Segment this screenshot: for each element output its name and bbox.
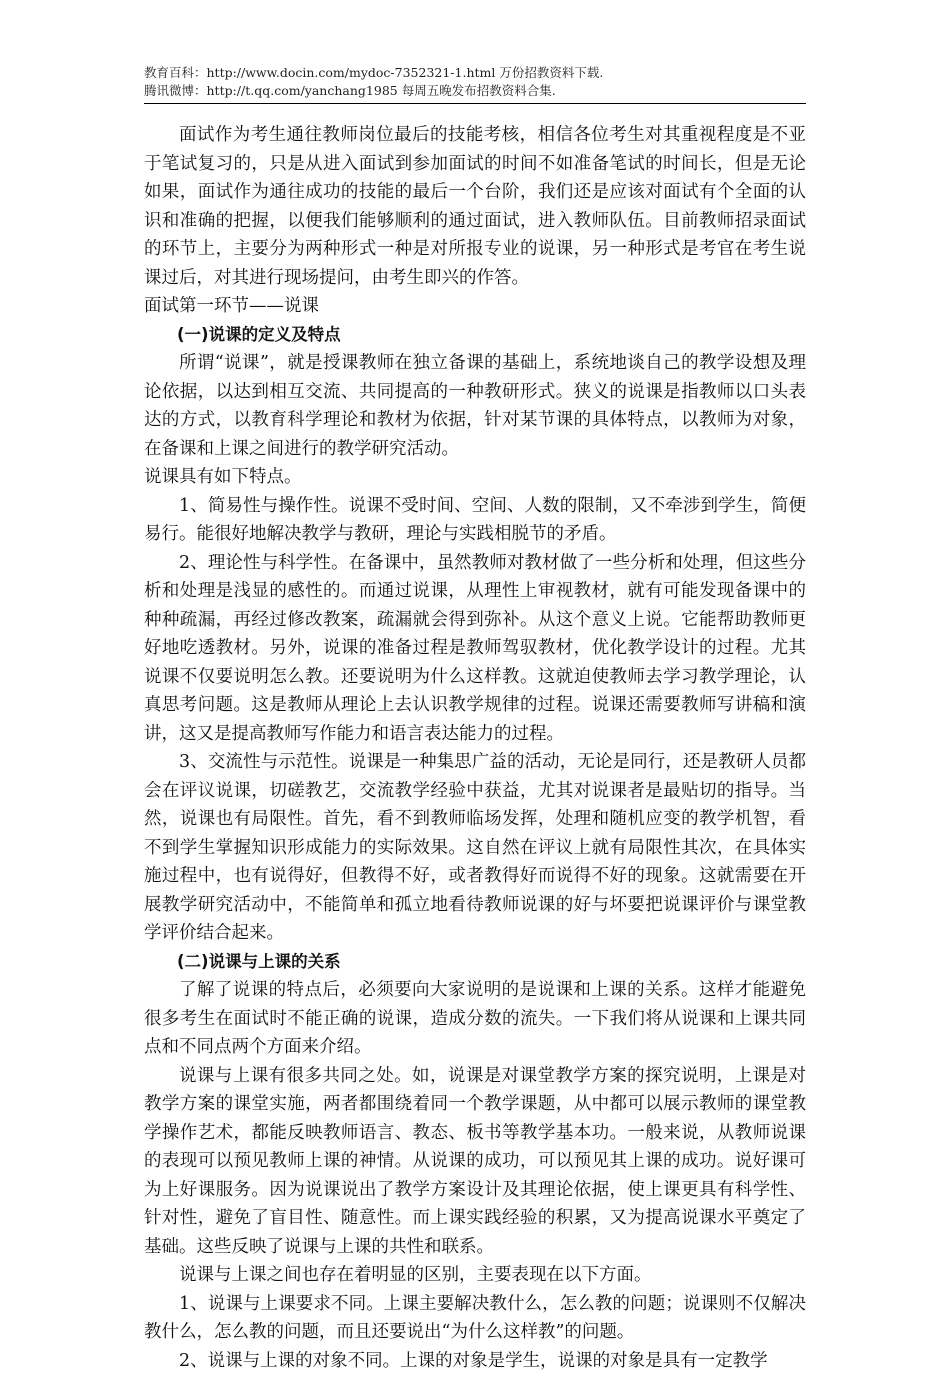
heading-definition: (一)说课的定义及特点 <box>144 321 806 350</box>
feature-1-paragraph: 1、简易性与操作性。说课不受时间、空间、人数的限制，又不牵涉到学生，简便易行。能很好地解决教学与教研，理论与实践相脱节的矛盾。 <box>144 492 806 549</box>
difference-intro: 说课与上课之间也存在着明显的区别，主要表现在以下方面。 <box>144 1261 806 1290</box>
common-paragraph: 说课与上课有很多共同之处。如，说课是对课堂教学方案的探究说明，上课是对教学方案的课堂实施，两者都围绕着同一个教学课题，从中都可以展示教师的课堂教学操作艺术，都能反映教师语言、教态、板书等教学基本功。一般来说，从教师说课的表现可以预见教师上课的神情。从说课的成功，可以预见其上课的成功。说好课可为上好课服务。因为说课说出了教学方案设计及其理论依据，使上课更具有科学性、针对性，避免了盲目性、随意性。而上课实践经验的积累，又为提高说课水平奠定了基础。这些反映了说课与上课的共性和联系。 <box>144 1062 806 1262</box>
document-body <box>144 121 806 1375</box>
header-rule <box>144 103 806 104</box>
difference-2-paragraph: 2、说课与上课的对象不同。上课的对象是学生，说课的对象是具有一定教学 <box>144 1347 806 1375</box>
heading-relation: (二)说课与上课的关系 <box>144 948 806 977</box>
section-title: 面试第一环节——说课 <box>144 292 806 321</box>
intro-paragraph: 面试作为考生通往教师岗位最后的技能考核，相信各位考生对其重视程度是不亚于笔试复习的，只是从进入面试到参加面试的时间不如准备笔试的时间长，但是无论如果，面试作为通往成功的技能的最后一个台阶，我们还是应该对面试有个全面的认识和准确的把握，以便我们能够顺利的通过面试，进入教师队伍。目前教师招录面试的环节上，主要分为两种形式一种是对所报专业的说课，另一种形式是考官在考生说课过后，对其进行现场提问，由考生即兴的作答。 <box>144 121 806 292</box>
header-docin-line: 教育百科：http://www.docin.com/mydoc-7352321-1.html 万份招教资料下载. <box>144 64 806 82</box>
page-header <box>144 64 806 100</box>
features-intro: 说课具有如下特点。 <box>144 463 806 492</box>
feature-2-paragraph: 2、理论性与科学性。在备课中，虽然教师对教材做了一些分析和处理，但这些分析和处理是浅显的感性的。而通过说课，从理性上审视教材，就有可能发现备课中的种种疏漏，再经过修改教案，疏漏就会得到弥补。从这个意义上说。它能帮助教师更好地吃透教材。另外，说课的准备过程是教师驾驭教材，优化教学设计的过程。尤其说课不仅要说明怎么教。还要说明为什么这样教。这就迫使教师去学习教学理论，认真思考问题。这是教师从理论上去认识教学规律的过程。说课还需要教师写讲稿和演讲，这又是提高教师写作能力和语言表达能力的过程。 <box>144 549 806 749</box>
feature-3-paragraph: 3、交流性与示范性。说课是一种集思广益的活动，无论是同行，还是教研人员都会在评议说课，切磋教艺，交流教学经验中获益，尤其对说课者是最贴切的指导。当然，说课也有局限性。首先，看不到教师临场发挥，处理和随机应变的教学机智，看不到学生掌握知识形成能力的实际效果。这自然在评议上就有局限性其次，在具体实施过程中，也有说得好，但教得不好，或者教得好而说得不好的现象。这就需要在开展教学研究活动中，不能简单和孤立地看待教师说课的好与坏要把说课评价与课堂教学评价结合起来。 <box>144 748 806 948</box>
definition-paragraph: 所谓“说课”，就是授课教师在独立备课的基础上，系统地谈自己的教学设想及理论依据，以达到相互交流、共同提高的一种教研形式。狭义的说课是指教师以口头表达的方式，以教育科学理论和教材为依据，针对某节课的具体特点，以教师为对象，在备课和上课之间进行的教学研究活动。 <box>144 349 806 463</box>
relation-paragraph: 了解了说课的特点后，必须要向大家说明的是说课和上课的关系。这样才能避免很多考生在面试时不能正确的说课，造成分数的流失。一下我们将从说课和上课共同点和不同点两个方面来介绍。 <box>144 976 806 1062</box>
header-weibo-line: 腾讯微博：http://t.qq.com/yanchang1985 每周五晚发布招教资料合集. <box>144 82 806 100</box>
difference-1-paragraph: 1、说课与上课要求不同。上课主要解决教什么，怎么教的问题；说课则不仅解决教什么，怎么教的问题，而且还要说出“为什么这样教”的问题。 <box>144 1290 806 1347</box>
